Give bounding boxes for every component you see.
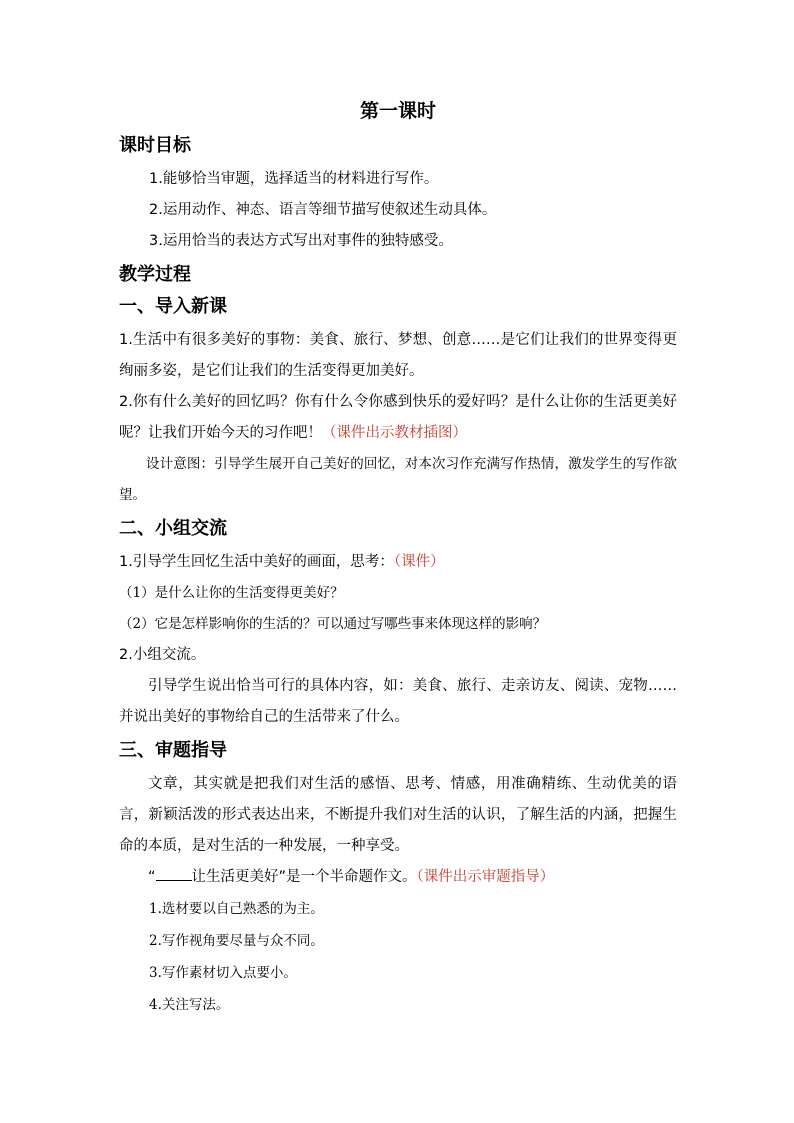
design-intent: 设计意图：引导学生展开自己美好的回忆，对本次习作充满写作热情，激发学生的写作欲望。: [119, 456, 677, 503]
section3-heading: 三、审题指导: [119, 740, 227, 761]
section1-paragraph-2: [119, 387, 677, 449]
section1-paragraph-2-text: 2.你有什么美好的回忆吗？你有什么令你感到快乐的爱好吗？是什么让你的生活更美好呢？让我们开始今天的习作吧！: [119, 394, 677, 441]
section3-paragraph-2-text: 让生活更美好”是一个半命题作文。: [191, 869, 417, 885]
open-quote: “: [148, 869, 156, 885]
section3-paragraph-2: [119, 862, 677, 893]
section2-paragraph-2: 2.小组交流。: [119, 647, 206, 663]
tip-item-3: 3.写作素材切入点要小。: [149, 965, 297, 981]
courseware-note: （课件）: [393, 554, 445, 570]
page-title: 第一课时: [359, 100, 436, 122]
courseware-note: （课件出示教材插图）: [322, 425, 467, 441]
section3-paragraph-1: 文章，其实就是把我们对生活的感悟、思考、情感，用准确精练、生动优美的语言，新颖活泼的形式表达出来，不断提升我们对生活的认识，了解生活的内涵，把握生命的本质，是对生活的一种发展，一种享受。: [119, 776, 677, 854]
goal-item-2: 2.运用动作、神态、语言等细节描写使叙述生动具体。: [149, 202, 497, 218]
section1-heading: 一、导入新课: [119, 296, 227, 317]
question-1: （1）是什么让你的生活变得更美好？: [119, 585, 344, 601]
tip-item-4: 4.关注写法。: [149, 997, 230, 1013]
goal-item-1: 1.能够恰当审题，选择适当的材料进行写作。: [149, 171, 439, 187]
document-page: [119, 96, 677, 1021]
section2-heading: 二、小组交流: [119, 518, 227, 539]
goal-item-3: 3.运用恰当的表达方式写出对事件的独特感受。: [149, 233, 453, 249]
section2-paragraph-1: [119, 547, 677, 578]
question-2: （2）它是怎样影响你的生活的？可以通过写哪些事来体现这样的影响？: [119, 616, 547, 632]
courseware-note: （课件出示审题指导）: [416, 869, 555, 885]
section1-paragraph-1: 1.生活中有很多美好的事物：美食、旅行、梦想、创意……是它们让我们的世界变得更绚丽多姿，是它们让我们的生活变得更加美好。: [119, 332, 677, 379]
title-blank: [156, 866, 192, 881]
process-heading: 教学过程: [119, 264, 191, 285]
section2-paragraph-3: 引导学生说出恰当可行的具体内容，如：美食、旅行、走亲访友、阅读、宠物……并说出美好的事物给自己的生活带来了什么。: [119, 678, 677, 725]
goals-heading: 课时目标: [119, 135, 191, 156]
section2-paragraph-1-text: 1.引导学生回忆生活中美好的画面，思考：: [119, 554, 394, 570]
tip-item-2: 2.写作视角要尽量与众不同。: [149, 933, 324, 949]
tip-item-1: 1.选材要以自己熟悉的为主。: [149, 901, 324, 917]
